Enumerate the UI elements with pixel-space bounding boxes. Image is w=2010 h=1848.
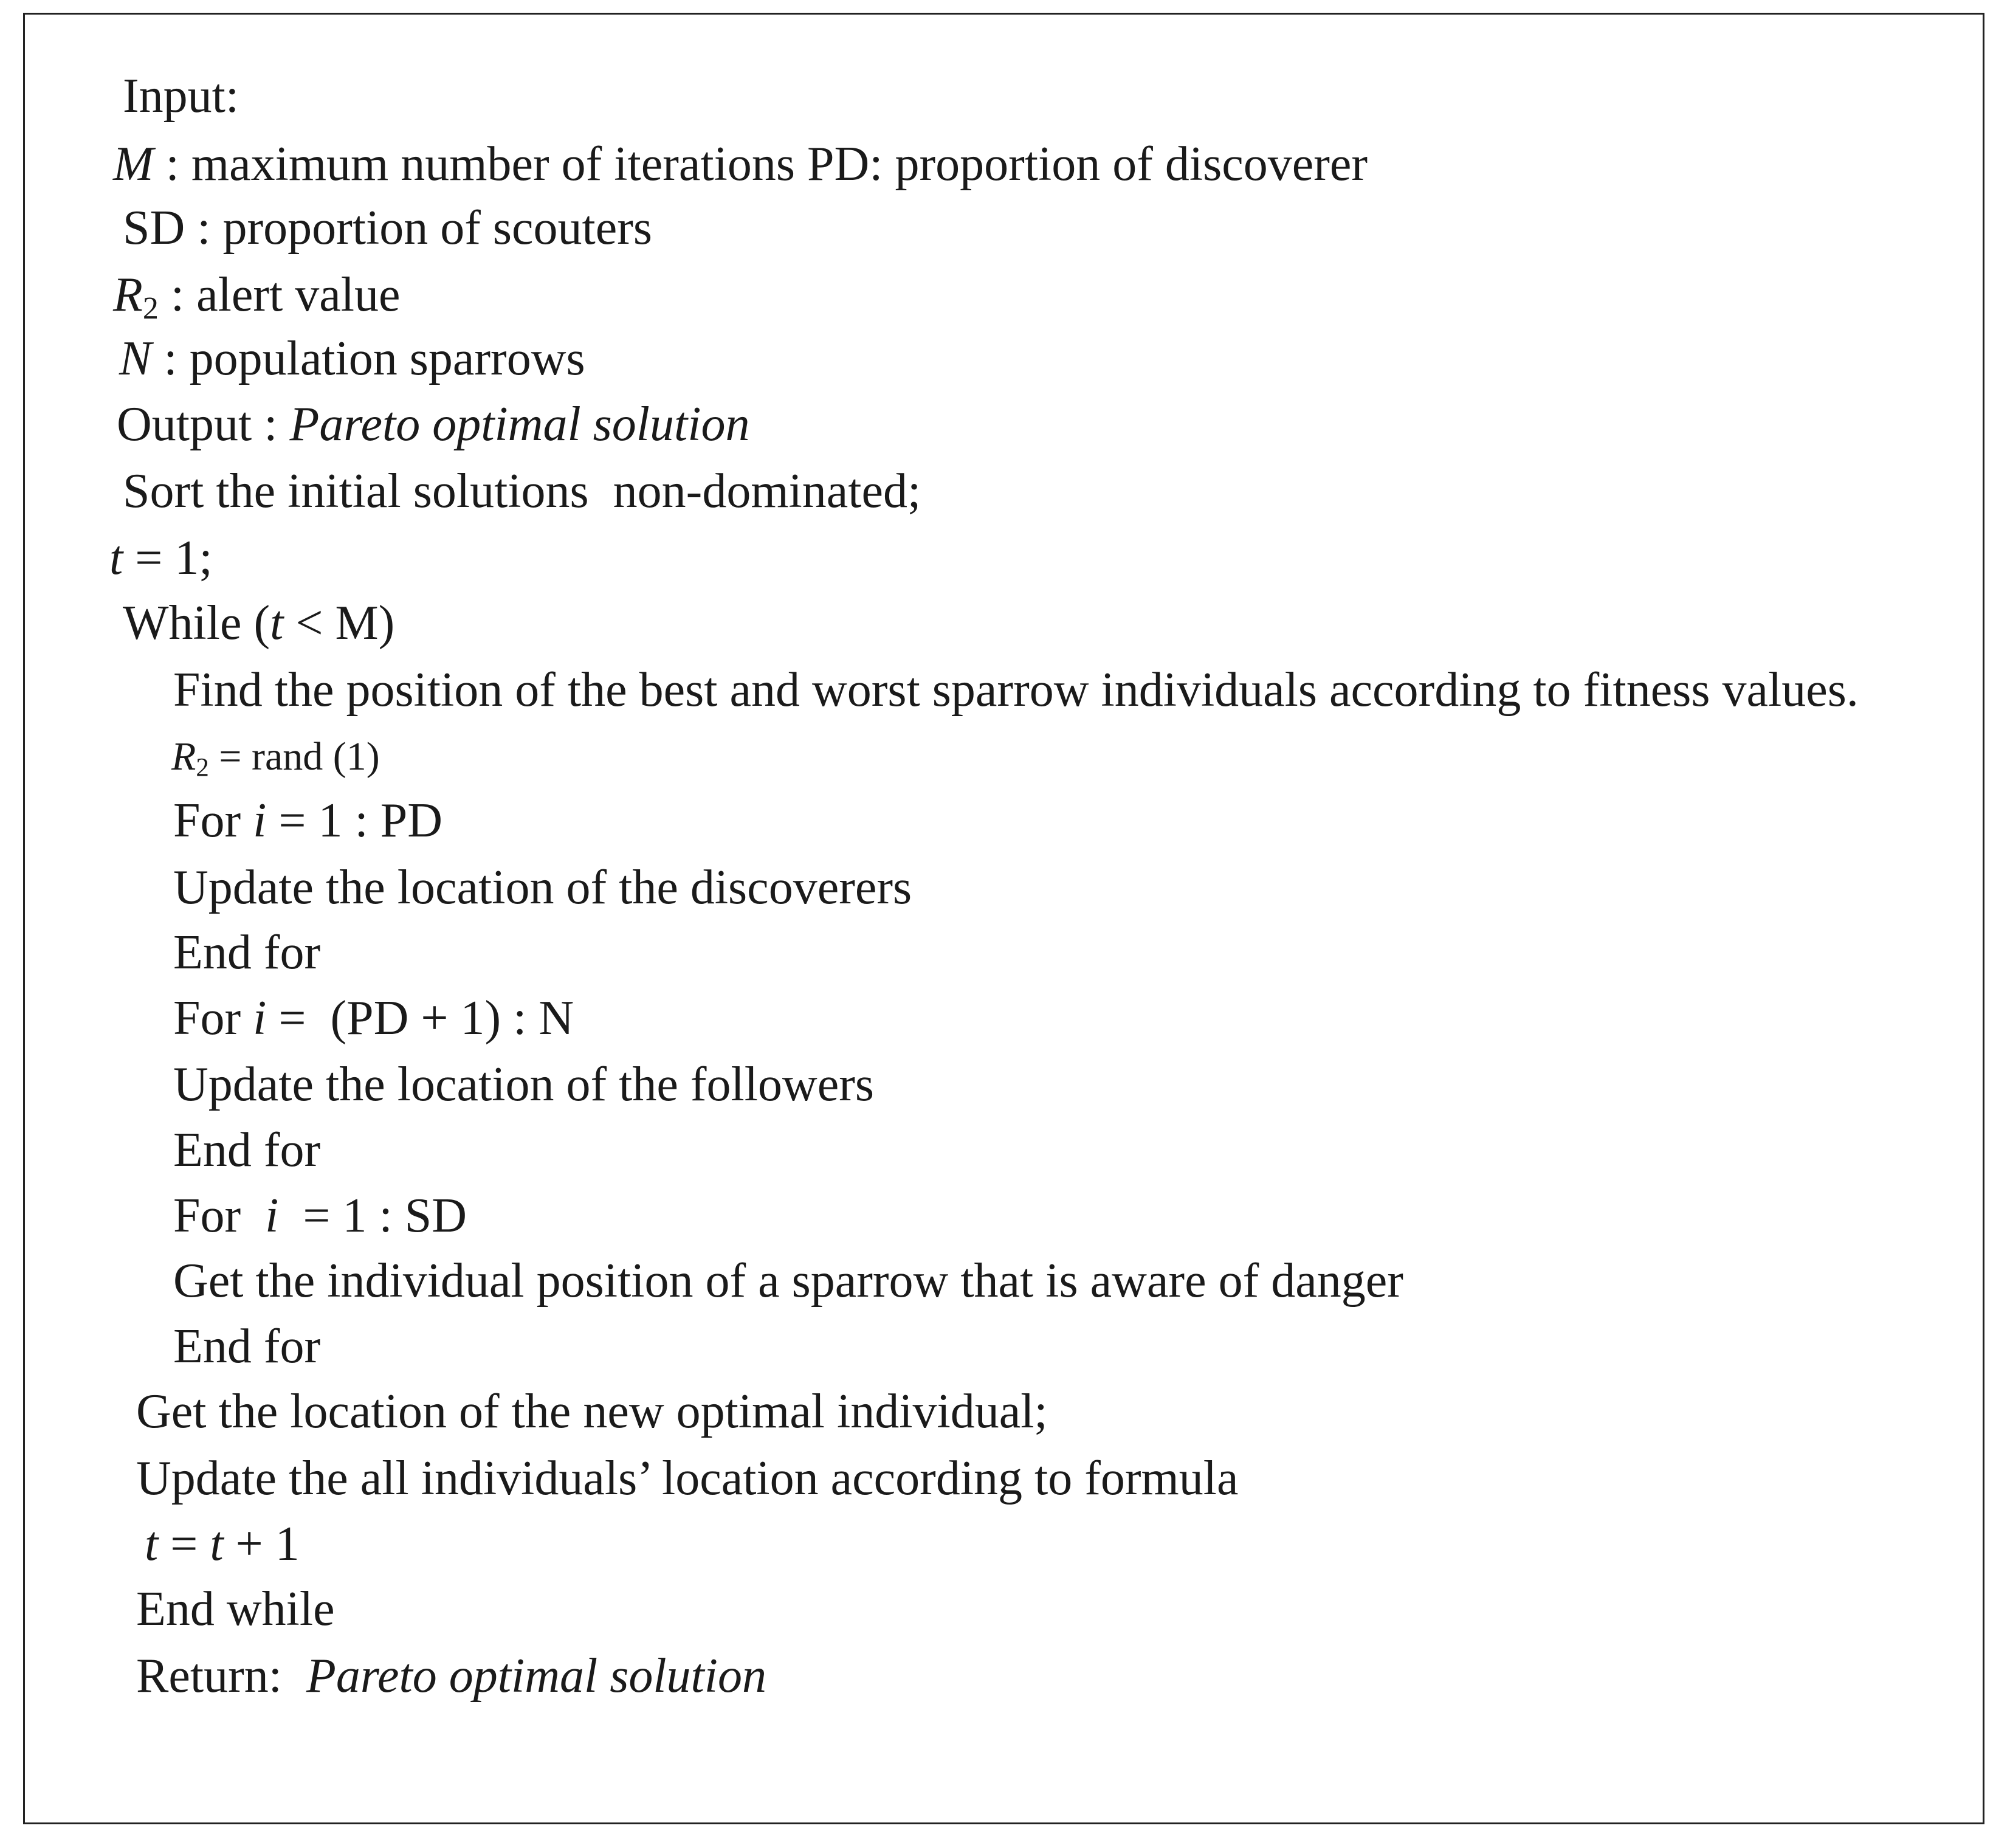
line-text: Output : [117, 398, 290, 451]
pseudocode-line [136, 1646, 766, 1706]
line-text: Sort the initial solutions non-dominated; [123, 464, 921, 518]
line-text: Update the all individuals’ location according to formula [136, 1452, 1239, 1505]
pseudocode-line [123, 593, 394, 653]
line-text: = 1 : SD [278, 1189, 467, 1243]
line-text: = rand (1) [208, 734, 380, 779]
pseudocode-line [173, 1316, 320, 1377]
subscript: 2 [196, 753, 209, 782]
pseudocode-line [136, 1579, 335, 1639]
italic-text: Pareto optimal solution [306, 1649, 766, 1703]
pseudocode-line [173, 922, 320, 983]
pseudocode-line [119, 328, 585, 389]
pseudocode-line [173, 988, 574, 1049]
line-text: End while [136, 1582, 335, 1636]
pseudocode-line [173, 1185, 467, 1246]
line-text: End for [173, 926, 321, 979]
line-text: = 1; [123, 531, 213, 585]
subscript: 2 [142, 291, 159, 326]
line-text: = 1 : PD [266, 794, 442, 847]
pseudocode-line [173, 1120, 320, 1181]
italic-text: t [270, 596, 284, 650]
line-text: Update the location of the discoverers [173, 861, 912, 914]
line-text: + 1 [223, 1517, 300, 1571]
italic-text: N [119, 332, 152, 385]
line-text: Get the individual position of a sparrow that is aware of danger [173, 1254, 1403, 1308]
pseudocode-line [173, 660, 1859, 720]
pseudocode-line [136, 1381, 1048, 1442]
pseudocode-line [173, 857, 912, 918]
line-text: End for [173, 1123, 321, 1177]
pseudocode-line [173, 790, 442, 851]
line-text: : maximum number of iterations PD: proportion of discoverer [153, 137, 1368, 191]
italic-text: t [109, 531, 123, 585]
pseudocode-line [145, 1514, 300, 1574]
italic-text: t [210, 1517, 224, 1571]
line-text: End for [173, 1320, 321, 1373]
pseudocode-line [171, 726, 380, 799]
line-text: For [173, 1189, 266, 1243]
italic-text: i [253, 794, 267, 847]
italic-text: t [145, 1517, 159, 1571]
line-text: : population sparrows [151, 332, 585, 385]
pseudocode-line [123, 66, 239, 126]
pseudocode-line [123, 461, 921, 522]
line-text: : alert value [158, 268, 401, 322]
line-text: Input: [123, 69, 239, 123]
italic-text: R [113, 268, 143, 322]
line-text: Get the location of the new optimal individual; [136, 1385, 1048, 1438]
line-text: Update the location of the followers [173, 1058, 874, 1111]
line-text: SD : proportion of scouters [123, 201, 653, 255]
italic-text: Pareto optimal solution [289, 398, 750, 451]
pseudocode-line [123, 198, 652, 258]
pseudocode-line [173, 1250, 1403, 1311]
line-text: Find the position of the best and worst sparrow individuals according to fitness values. [173, 663, 1859, 717]
italic-text: R [171, 734, 196, 779]
line-text: For [173, 794, 253, 847]
line-text: < M) [283, 596, 395, 650]
italic-text: i [253, 991, 267, 1045]
line-text: For [173, 991, 253, 1045]
pseudocode-line [109, 528, 213, 588]
italic-text: M [113, 137, 154, 191]
line-text: = (PD + 1) : N [266, 991, 574, 1045]
pseudocode-line [117, 394, 749, 455]
line-text: While ( [123, 596, 270, 650]
pseudocode-line [173, 1054, 874, 1115]
pseudocode-line [136, 1448, 1239, 1509]
italic-text: i [265, 1189, 279, 1243]
pseudocode-line [113, 134, 1368, 195]
line-text: Return: [136, 1649, 306, 1703]
line-text: = [158, 1517, 210, 1571]
